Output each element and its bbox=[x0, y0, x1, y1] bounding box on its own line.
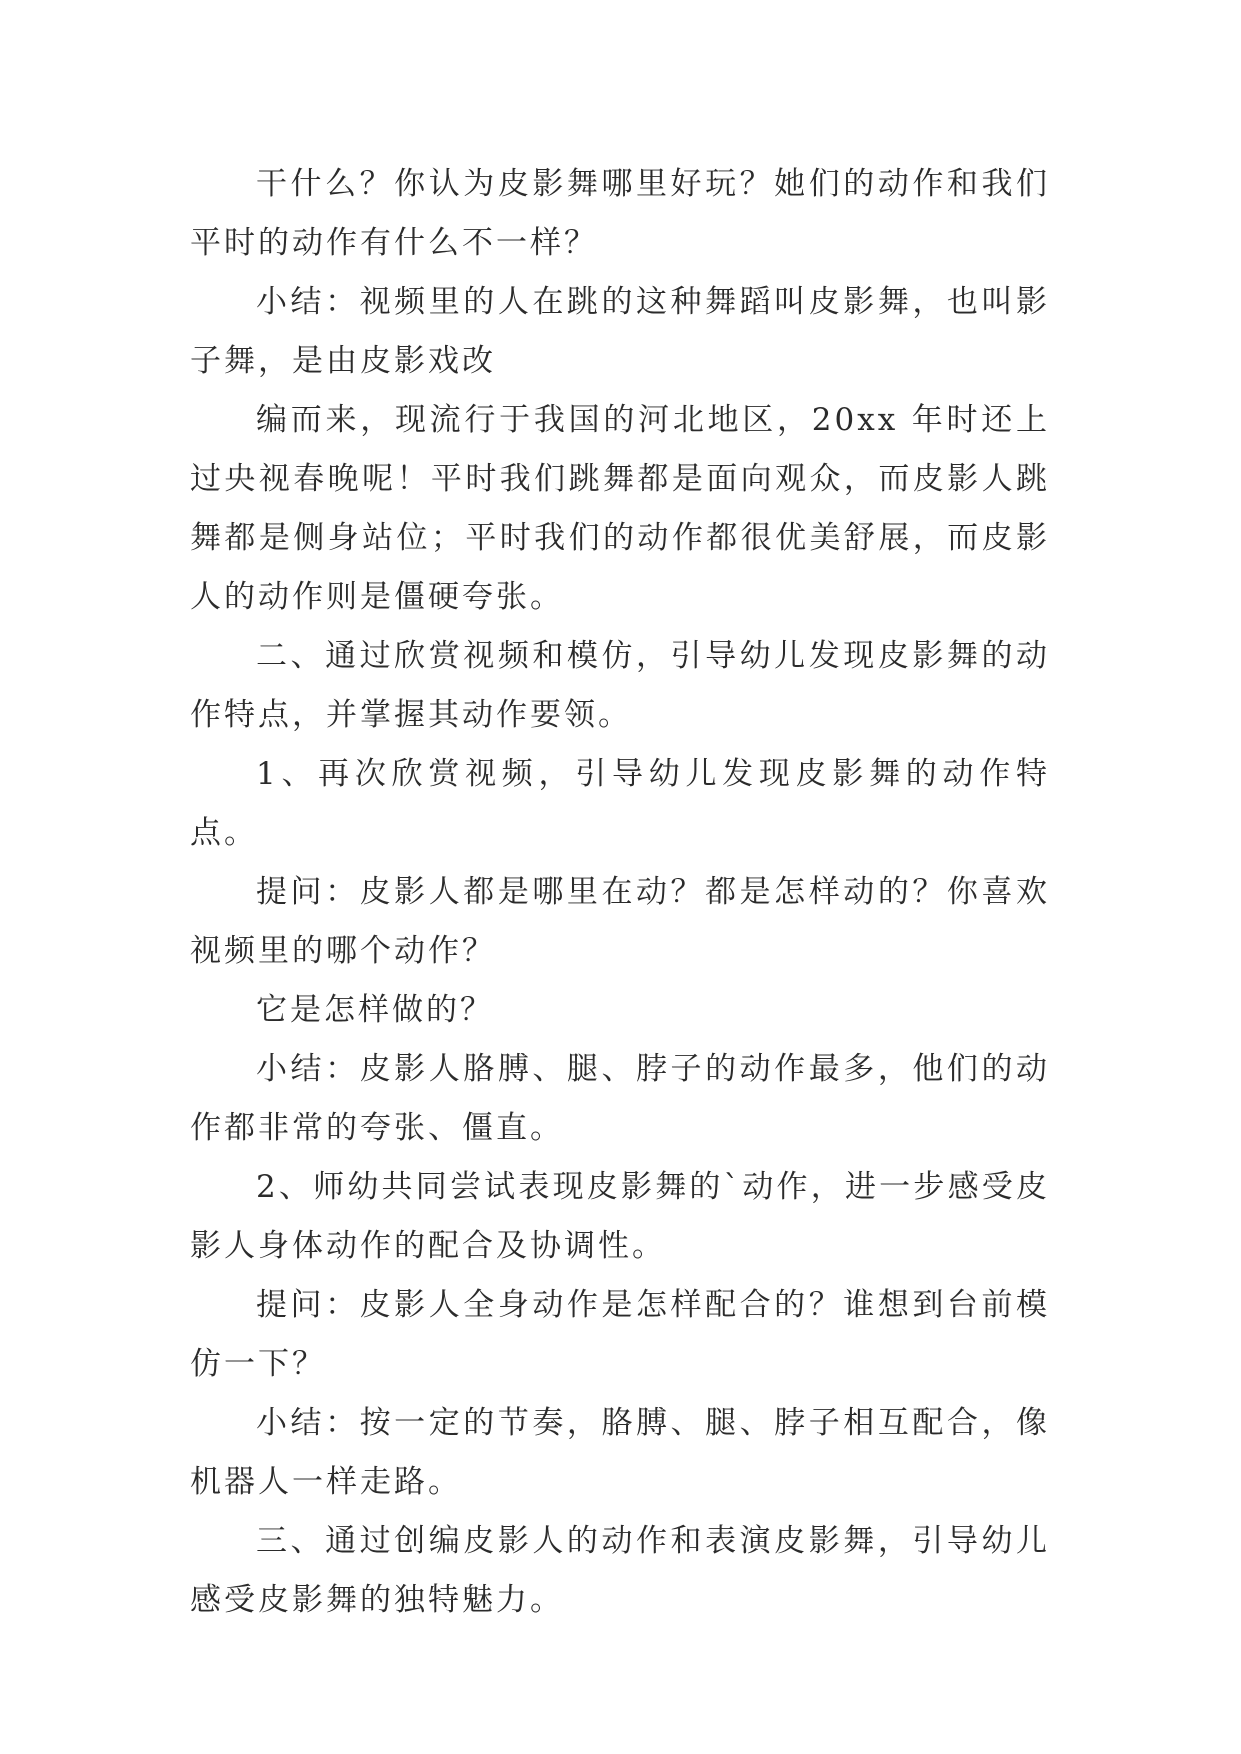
paragraph-11: 小结：按一定的节奏，胳膊、腿、脖子相互配合，像机器人一样走路。 bbox=[190, 1405, 1050, 1500]
paragraph-3: 编而来，现流行于我国的河北地区，20xx 年时还上过央视春晚呢！平时我们跳舞都是面向观众，而皮影人跳舞都是侧身站位；平时我们的动作都很优美舒展，而皮影人的动作则是僵硬夸张。 bbox=[190, 402, 1050, 615]
paragraph-10: 提问：皮影人全身动作是怎样配合的？谁想到台前模仿一下？ bbox=[190, 1287, 1050, 1382]
paragraph-2: 小结：视频里的人在跳的这种舞蹈叫皮影舞，也叫影子舞，是由皮影戏改 bbox=[190, 284, 1050, 379]
paragraph-5: 1、再次欣赏视频，引导幼儿发现皮影舞的动作特点。 bbox=[190, 756, 1050, 851]
paragraph-7: 它是怎样做的？ bbox=[256, 992, 494, 1028]
paragraph-9: 2、师幼共同尝试表现皮影舞的`动作，进一步感受皮影人身体动作的配合及协调性。 bbox=[190, 1169, 1050, 1264]
document-body bbox=[190, 155, 1050, 1630]
paragraph-12: 三、通过创编皮影人的动作和表演皮影舞，引导幼儿感受皮影舞的独特魅力。 bbox=[190, 1523, 1050, 1618]
paragraph-4: 二、通过欣赏视频和模仿，引导幼儿发现皮影舞的动作特点，并掌握其动作要领。 bbox=[190, 638, 1050, 733]
paragraph-8: 小结：皮影人胳膊、腿、脖子的动作最多，他们的动作都非常的夸张、僵直。 bbox=[190, 1051, 1050, 1146]
paragraph-6: 提问：皮影人都是哪里在动？都是怎样动的？你喜欢视频里的哪个动作？ bbox=[190, 874, 1050, 969]
paragraph-1: 干什么？你认为皮影舞哪里好玩？她们的动作和我们平时的动作有什么不一样？ bbox=[190, 166, 1050, 261]
